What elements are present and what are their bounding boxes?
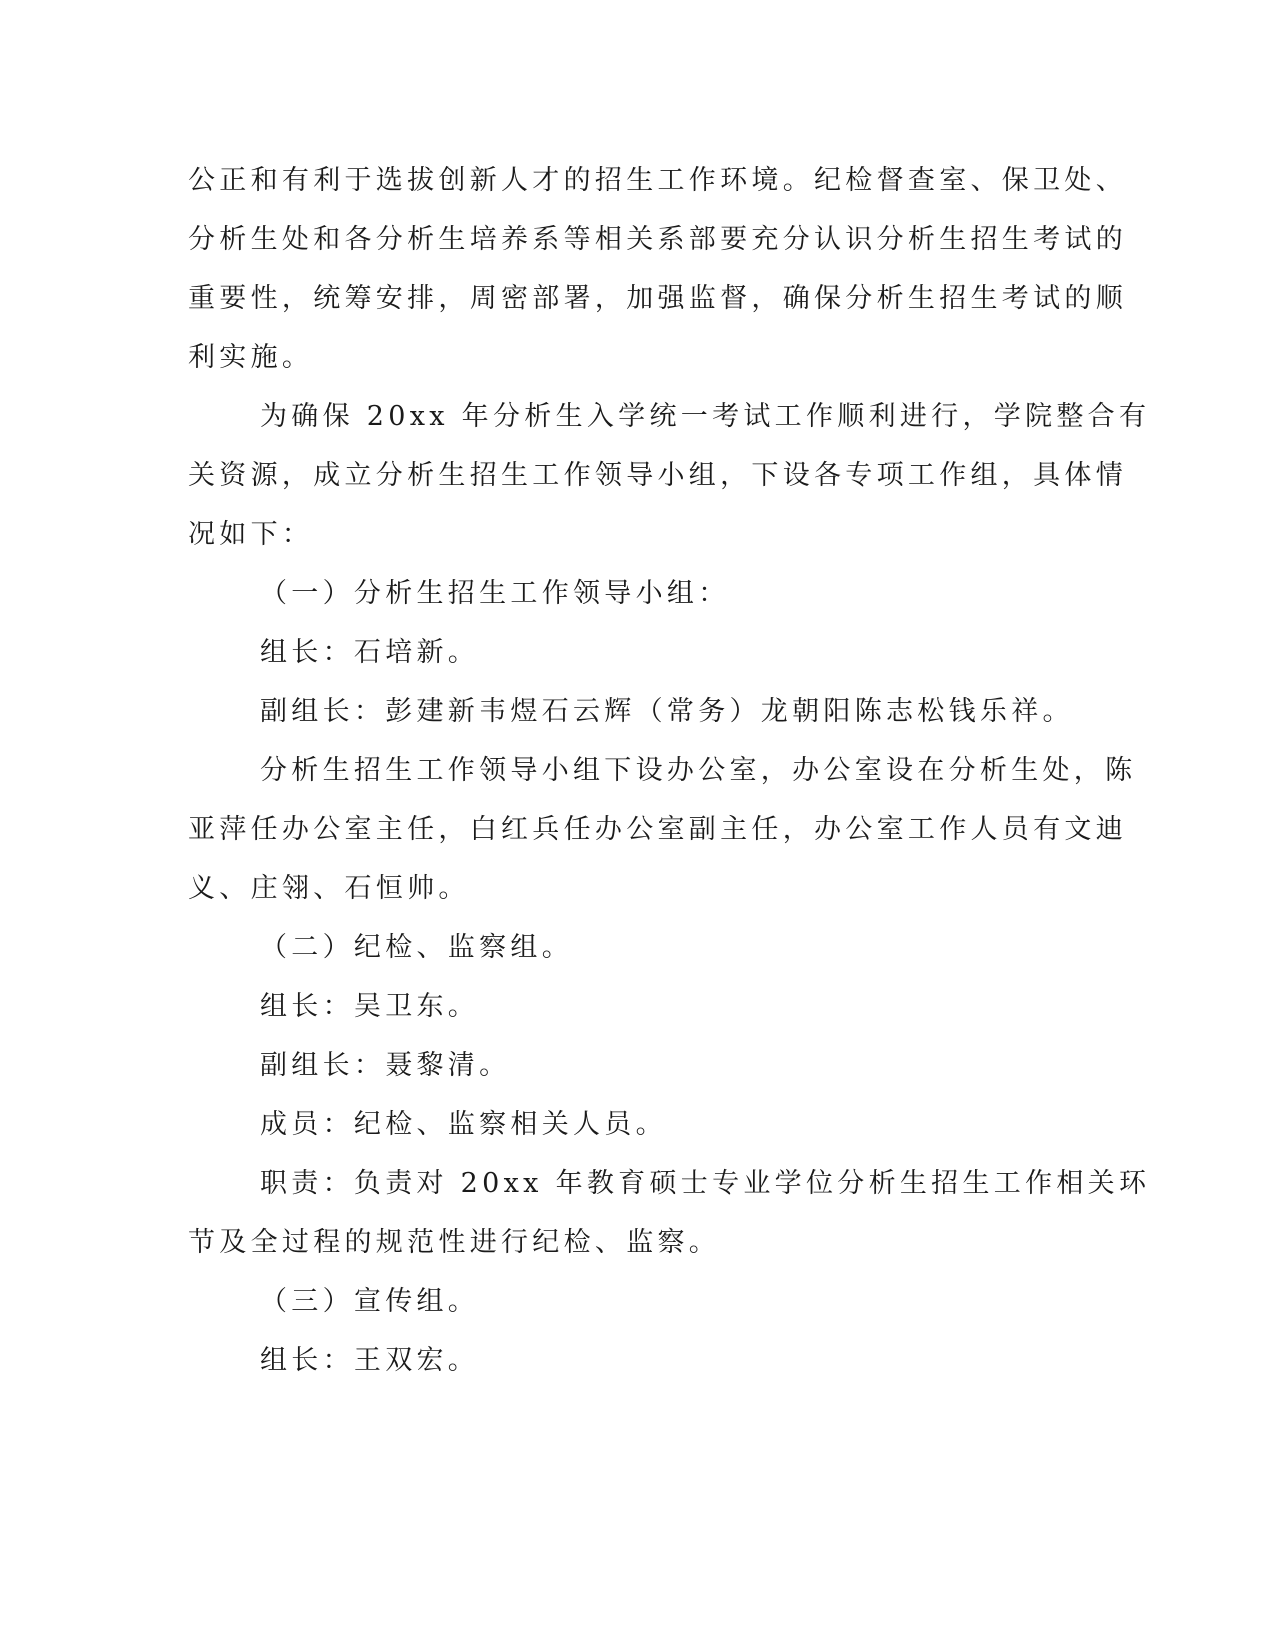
paragraph-line: 分析生处和各分析生培养系等相关系部要充分认识分析生招生考试的 bbox=[188, 224, 1127, 255]
paragraph-line: 关资源，成立分析生招生工作领导小组，下设各专项工作组，具体情 bbox=[188, 460, 1127, 491]
paragraph-line: 节及全过程的规范性进行纪检、监察。 bbox=[188, 1227, 721, 1258]
paragraph-line: 组长：吴卫东。 bbox=[260, 991, 480, 1022]
paragraph-line: 组长：石培新。 bbox=[260, 637, 480, 668]
paragraph-line: 义、庄翎、石恒帅。 bbox=[188, 873, 470, 904]
paragraph-line: 况如下： bbox=[188, 519, 314, 550]
paragraph-line: 亚萍任办公室主任，白红兵任办公室副主任，办公室工作人员有文迪 bbox=[188, 814, 1127, 845]
section-heading: （三）宣传组。 bbox=[260, 1286, 480, 1317]
paragraph-line: 职责：负责对 20xx 年教育硕士专业学位分析生招生工作相关环 bbox=[260, 1168, 1151, 1199]
paragraph-line: 副组长：彭建新韦煜石云辉（常务）龙朝阳陈志松钱乐祥。 bbox=[260, 696, 1074, 727]
paragraph-line: 重要性，统筹安排，周密部署，加强监督，确保分析生招生考试的顺 bbox=[188, 283, 1127, 314]
paragraph-line: 组长：王双宏。 bbox=[260, 1345, 480, 1376]
paragraph-line: 利实施。 bbox=[188, 342, 314, 373]
paragraph-line: 副组长：聂黎清。 bbox=[260, 1050, 511, 1081]
section-heading: （一）分析生招生工作领导小组： bbox=[260, 578, 730, 609]
paragraph-line: 为确保 20xx 年分析生入学统一考试工作顺利进行，学院整合有 bbox=[260, 401, 1151, 432]
section-heading: （二）纪检、监察组。 bbox=[260, 932, 573, 963]
paragraph-line: 公正和有利于选拔创新人才的招生工作环境。纪检督查室、保卫处、 bbox=[188, 165, 1127, 196]
paragraph-line: 成员：纪检、监察相关人员。 bbox=[260, 1109, 667, 1140]
paragraph-line: 分析生招生工作领导小组下设办公室，办公室设在分析生处，陈 bbox=[260, 755, 1137, 786]
